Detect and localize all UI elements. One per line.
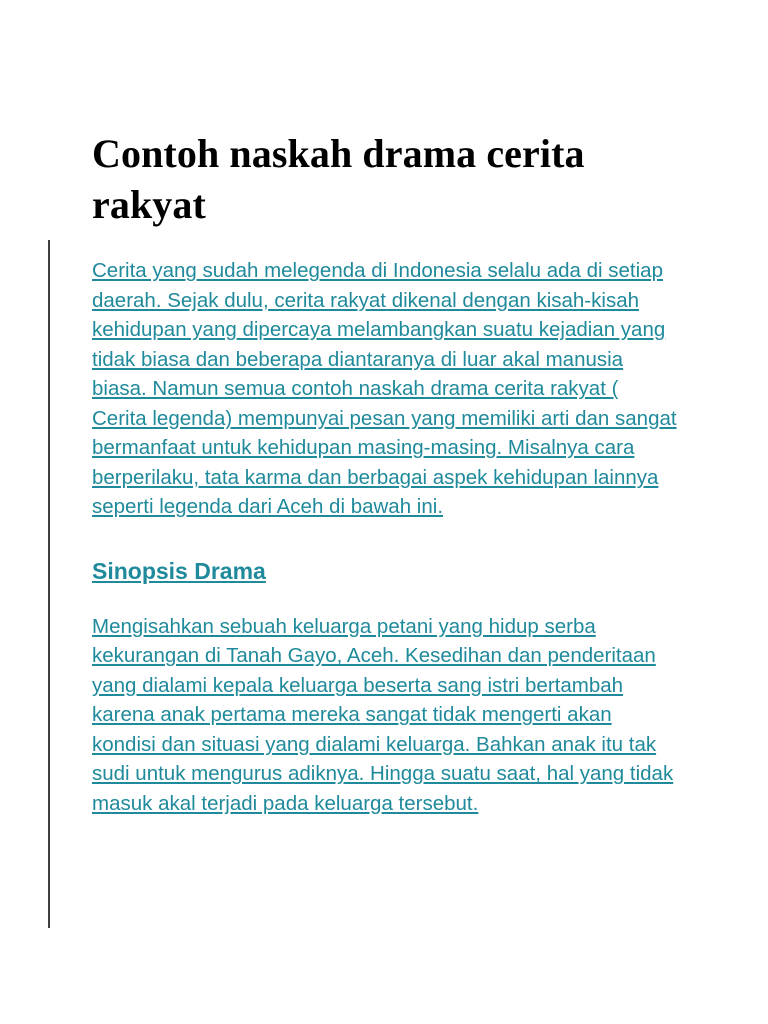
sinopsis-section [92, 612, 678, 819]
intro-paragraph: Cerita yang sudah melegenda di Indonesia selalu ada di setiap daerah. Sejak dulu, cerita rakyat dikenal dengan kisah-kisah kehidupan yang dipercaya melambangkan suatu kejadian yang tidak biasa dan beberapa diantaranya di luar akal manusia biasa. Namun semua contoh naskah drama cerita rakyat ( Cerita legenda) mempunyai pesan yang memiliki arti dan sangat bermanfaat untuk kehidupan masing-masing. Misalnya cara berperilaku, tata karma dan berbagai aspek kehidupan lainnya seperti legenda dari Aceh di bawah ini. [92, 259, 677, 519]
left-indent-rule [48, 240, 50, 928]
section-heading-sinopsis-drama: Sinopsis Drama [92, 557, 266, 584]
page-title: Contoh naskah drama cerita rakyat [92, 131, 585, 228]
document-content [92, 128, 678, 818]
intro-section [92, 256, 678, 522]
sinopsis-paragraph: Mengisahkan sebuah keluarga petani yang hidup serba kekurangan di Tanah Gayo, Aceh. Kesedihan dan penderitaan yang dialami kepala keluarga beserta sang istri bertambah karena anak pertama mereka sangat tidak mengerti akan kondisi dan situasi yang dialami keluarga. Bahkan anak itu tak sudi untuk mengurus adiknya. Hingga suatu saat, hal yang tidak masuk akal terjadi pada keluarga tersebut. [92, 614, 674, 815]
